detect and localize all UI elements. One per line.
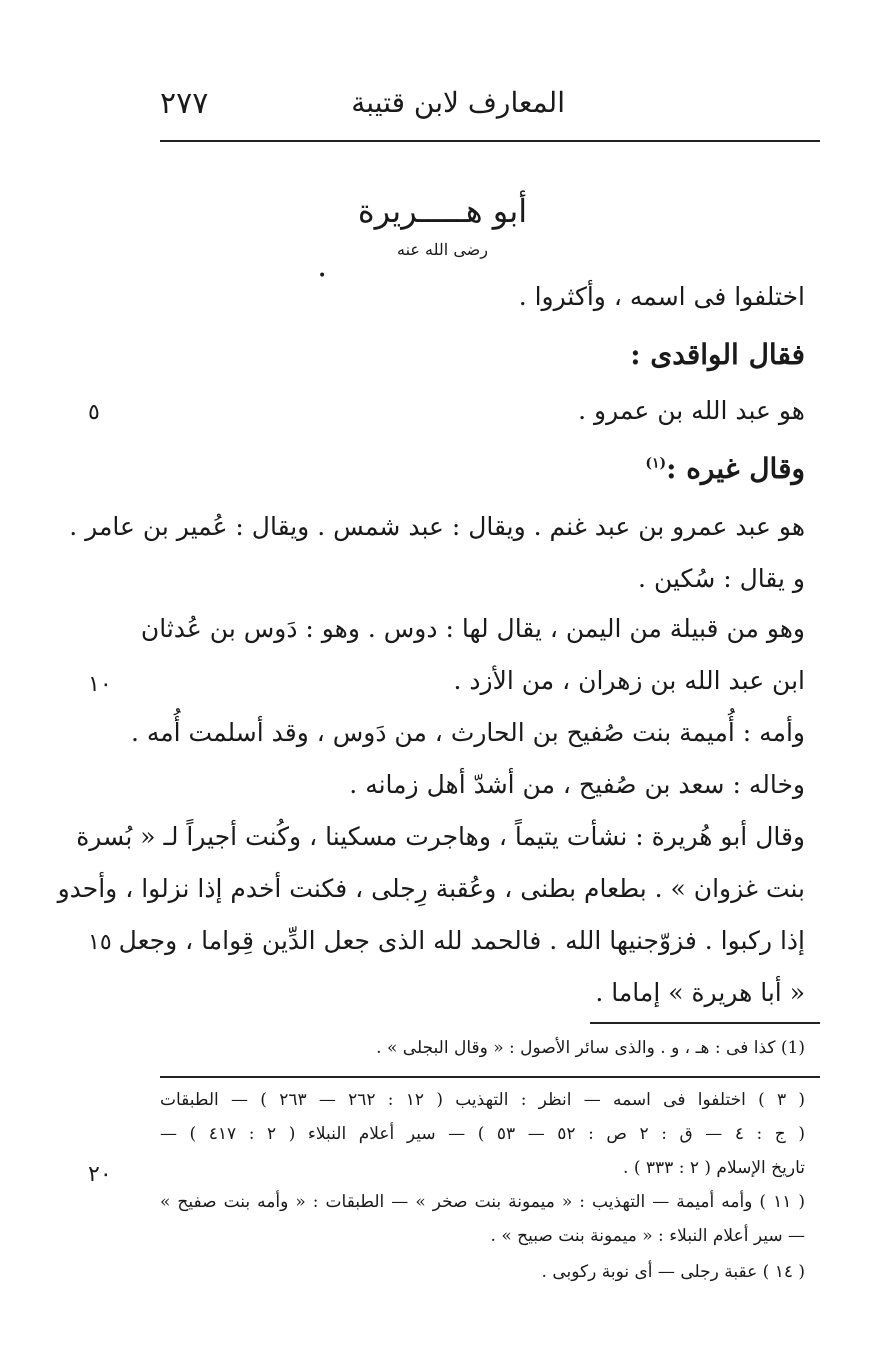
body-line: ابن عبد الله بن زهران ، من الأزد . <box>453 666 805 695</box>
footnote-line: ( ١٤ ) عقبة رجلى — أى نوبة ركوبى . <box>541 1262 805 1282</box>
footnote-line: ( ١١ ) وأمه أميمة — التهذيب : « ميمونة بنت صخر » — الطبقات : « وأمه بنت صفيح » <box>160 1192 805 1212</box>
apparatus-rule <box>590 1022 820 1024</box>
body-line: إذا ركبوا . فزوّجنيها الله . فالحمد لله الذى جعل الدِّين قِواما ، وجعل <box>118 926 805 955</box>
line-number: ٥ <box>88 400 100 425</box>
ink-dot: • <box>318 268 327 284</box>
footnote-line: — سير أعلام النبلاء : « ميمونة بنت صبيح » . <box>490 1226 805 1246</box>
line-number: ١٥ <box>88 930 112 955</box>
line-number: ٢٠ <box>88 1162 112 1187</box>
body-line: هو عبد عمرو بن عبد غنم . ويقال : عبد شمس . ويقال : عُمير بن عامر . <box>69 512 805 541</box>
footnote-line: ( ٣ ) اختلفوا فى اسمه — انظر : التهذيب ( ١٢ : ٢٦٢ — ٢٦٣ ) — الطبقات <box>160 1090 806 1110</box>
body-line: و يقال : سُكين . <box>638 564 805 593</box>
body-line: وقال أبو هُريرة : نشأت يتيماً ، وهاجرت مسكينا ، وكُنت أجيراً لـ « بُسرة <box>76 822 805 851</box>
section-subtitle: رضى الله عنه <box>397 240 488 259</box>
body-line: هو عبد الله بن عمرو . <box>578 396 805 425</box>
body-line: بنت غزوان » . بطعام بطنى ، وعُقبة رِجلى ، فكنت أخدم إذا نزلوا ، وأحدو <box>57 874 805 903</box>
body-line: فقال الواقدى : <box>630 338 805 371</box>
footnote-line: تاريخ الإسلام ( ٢ : ٣٣٣ ) . <box>623 1158 805 1178</box>
body-line: وخاله : سعد بن صُفيح ، من أشدّ أهل زمانه . <box>349 770 805 799</box>
apparatus-note: (1) كذا فى : هـ ، و . والذى سائر الأصول : « وقال البجلى » . <box>376 1038 805 1058</box>
body-line: « أبا هريرة » إماما . <box>595 978 805 1007</box>
body-line: وأمه : أُميمة بنت صُفيح بن الحارث ، من دَوس ، وقد أسلمت أُمه . <box>130 718 805 747</box>
body-line: اختلفوا فى اسمه ، وأكثروا . <box>518 282 805 311</box>
body-line-text: وقال غيره : <box>666 452 805 485</box>
body-line <box>645 452 805 485</box>
line-number: ١٠ <box>88 672 112 697</box>
running-title: المعارف لابن قتيبة <box>351 86 565 119</box>
header-rule <box>160 140 820 142</box>
footnote-rule <box>160 1076 820 1078</box>
body-line: وهو من قبيلة من اليمن ، يقال لها : دوس . وهو : دَوس بن عُدثان <box>140 614 805 643</box>
page-number: ٢٧٧ <box>160 86 209 121</box>
footnote-marker: (١) <box>645 455 667 472</box>
section-title: أبو هـــــريرة <box>357 192 528 230</box>
footnote-line: ( ج : ٤ — ق : ٢ ص : ٥٢ — ٥٣ ) — سير أعلام النبلاء ( ٢ : ٤١٧ ) — <box>160 1124 805 1144</box>
